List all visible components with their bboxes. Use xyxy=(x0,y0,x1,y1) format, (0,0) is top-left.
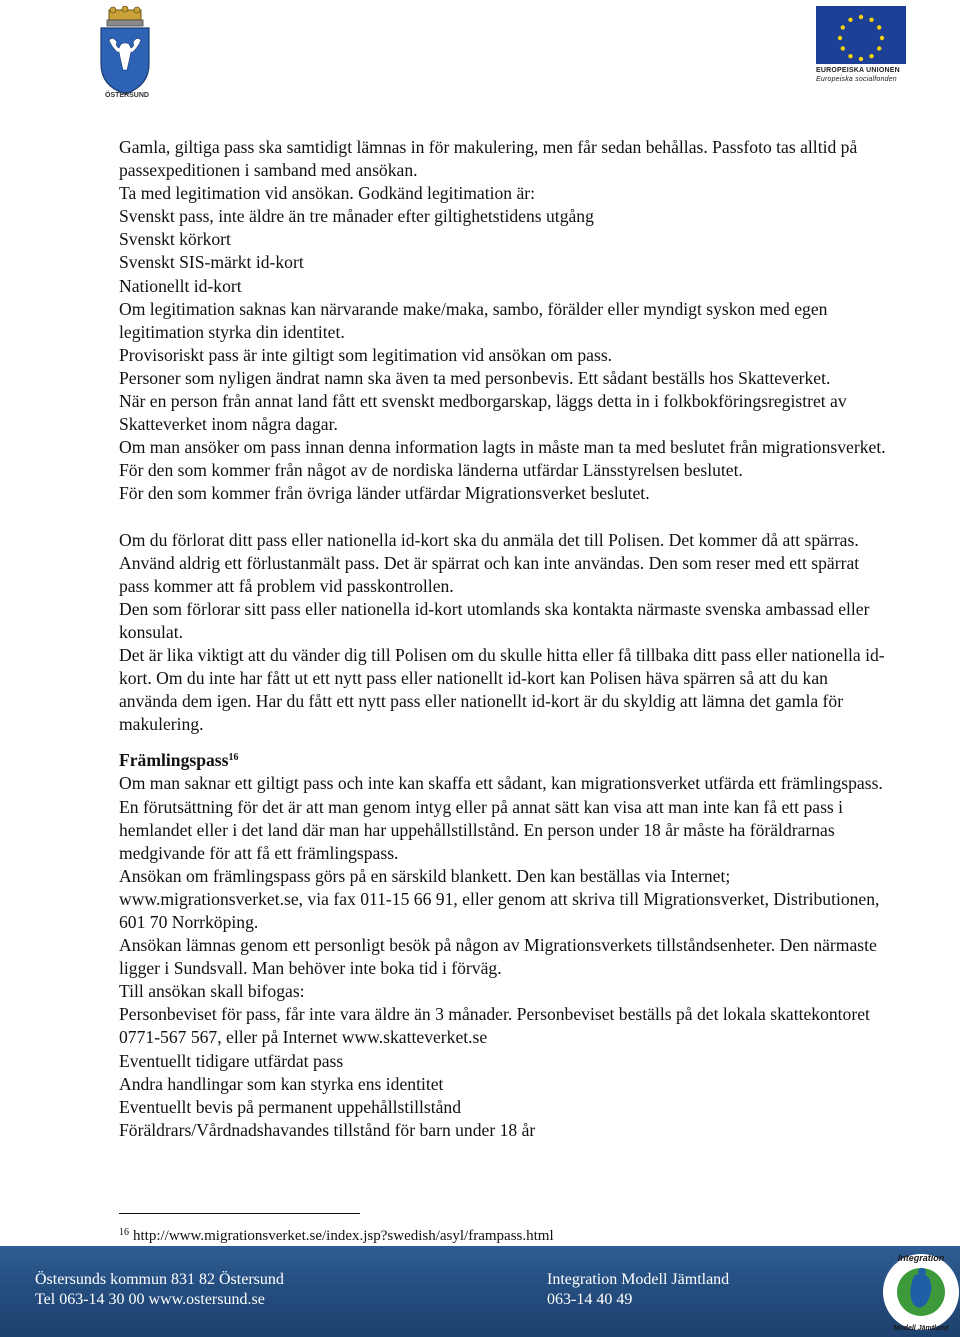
footer-contact-integration xyxy=(547,1270,729,1310)
paragraph: Om du förlorat ditt pass eller nationella id-kort ska du anmäla det till Polisen. Det kommer då att spärras. Använd aldrig ett förlustanmält pass. Det är spärrat och kan inte användas. Den som reser med ett spärrat pass kommer att få problem vid passkontrollen. xyxy=(119,529,860,596)
spacer xyxy=(119,506,889,529)
footer-project-name: Integration Modell Jämtland xyxy=(547,1271,730,1288)
footer-phone-web: Tel 063-14 30 00 www.ostersund.se xyxy=(35,1291,265,1308)
city-caption: ÖSTERSUND xyxy=(105,92,149,99)
paragraph: Provisoriskt pass är inte giltigt som legitimation vid ansökan om pass. xyxy=(119,344,613,365)
list-item: Andra handlingar som kan styrka ens identitet xyxy=(119,1073,444,1094)
paragraph: Om man ansöker om pass innan denna information lagts in måste man ta med beslutet från migrationsverket. xyxy=(119,437,886,458)
footer-address: Östersunds kommun 831 82 Östersund xyxy=(35,1271,284,1288)
list-item: Svenskt körkort xyxy=(119,229,231,250)
list-item: Eventuellt tidigare utfärdat pass xyxy=(119,1050,344,1071)
paragraph: För den som kommer från något av de nordiska länderna utfärdar Länsstyrelsen beslutet. xyxy=(119,460,743,481)
list-item: Svenskt pass, inte äldre än tre månader efter giltighetstidens utgång xyxy=(119,206,594,227)
footer-contact-municipality xyxy=(35,1270,284,1310)
page-header xyxy=(0,0,960,110)
paragraph: Den som förlorar sitt pass eller nationella id-kort utomlands ska kontakta närmaste svenska ambassad eller konsulat. xyxy=(119,598,870,642)
paragraph: Personer som nyligen ändrat namn ska även ta med personbevis. Ett sådant beställs hos Skatteverket. xyxy=(119,367,831,388)
list-item: Föräldrars/Vårdnadshavandes tillstånd för barn under 18 år xyxy=(119,1119,536,1140)
list-item: Eventuellt bevis på permanent uppehållstillstånd xyxy=(119,1096,462,1117)
footnote-link[interactable]: http://www.migrationsverket.se/index.jsp?swedish/asyl/frampass.html xyxy=(133,1228,554,1244)
spacer xyxy=(119,736,889,746)
page-footer xyxy=(0,1246,960,1337)
list-item: Svenskt SIS-märkt id-kort xyxy=(119,252,304,273)
eu-caption xyxy=(816,66,910,84)
section-heading xyxy=(119,746,889,772)
paragraph: Det är lika viktigt att du vänder dig till Polisen om du skulle hitta eller få tillbaka ditt pass eller nationella id-kort. Om du inte har fått ut ett nytt pass eller nationellt id-kort kan Polisen häva spärren så att du kan använda dem igen. Har du fått ett nytt pass eller nationellt id-kort är du skyldig att lämna det gamla för makulering. xyxy=(119,644,885,735)
paragraph: När en person från annat land fått ett svenskt medborgarskap, läggs detta in i folkbokföringsregistret av Skatteverket inom några dagar. xyxy=(119,391,847,435)
list-item: Nationellt id-kort xyxy=(119,275,242,296)
paragraph: Gamla, giltiga pass ska samtidigt lämnas in för makulering, men får sedan behållas. Passfoto tas alltid på passexpeditionen i samband med ansökan. xyxy=(119,137,858,181)
badge-text-top: Integration xyxy=(897,1253,945,1263)
paragraph: För den som kommer från övriga länder utfärdar Migrationsverket beslutet. xyxy=(119,483,650,504)
document-body xyxy=(119,136,889,1142)
footnote-reference[interactable]: 16 xyxy=(228,752,239,764)
list-item: Personbeviset för pass, får inte vara äldre än 3 månader. Personbeviset beställs på det lokala skattekontoret 0771-567 567, eller på Internet www.skatteverket.se xyxy=(119,1004,870,1048)
ostersund-coat-of-arms-icon xyxy=(95,6,155,106)
paragraph: Om legitimation saknas kan närvarande make/maka, sambo, förälder eller myndigt syskon med egen legitimation styrka din identitet. xyxy=(119,298,828,342)
paragraph: Ansökan lämnas genom ett personligt besök på någon av Migrationsverkets tillståndsenheter. Den närmaste ligger i Sundsvall. Man behöver inte boka tid i förväg. xyxy=(119,935,877,979)
section-heading-text: Främlingspass xyxy=(119,750,229,771)
footnote-number: 16 xyxy=(119,1227,129,1238)
eu-caption-line2: Europeiska socialfonden xyxy=(816,76,897,83)
badge-text-bottom: Modell Jämtland xyxy=(893,1325,949,1332)
paragraph: Till ansökan skall bifogas: xyxy=(119,981,305,1002)
footer-project-phone: 063-14 40 49 xyxy=(547,1291,633,1308)
eu-caption-line1: EUROPEISKA UNIONEN xyxy=(816,67,900,74)
footnote-divider xyxy=(119,1213,360,1214)
paragraph: Ansökan om främlingspass görs på en särskild blankett. Den kan beställas via Internet; www.migrationsverket.se, via fax 011-15 66 91, eller genom att skriva till Migrationsverket, Distributionen, 601 70 Norrköping. xyxy=(119,865,880,932)
paragraph: Om man saknar ett giltigt pass och inte kan skaffa ett sådant, kan migrationsverket utfärda ett främlingspass. En förutsättning för det är att man genom intyg eller på annat sätt kan visa att man inte kan få ett pass i hemlandet eller i det land där man har uppehållstillstånd. En person under 18 år måste ha föräldrarnas medgivande för att få ett främlingspass. xyxy=(119,773,883,863)
paragraph: Ta med legitimation vid ansökan. Godkänd legitimation är: xyxy=(119,183,536,204)
footnote xyxy=(119,1223,554,1246)
integration-modell-jamtland-logo-icon xyxy=(878,1246,960,1337)
